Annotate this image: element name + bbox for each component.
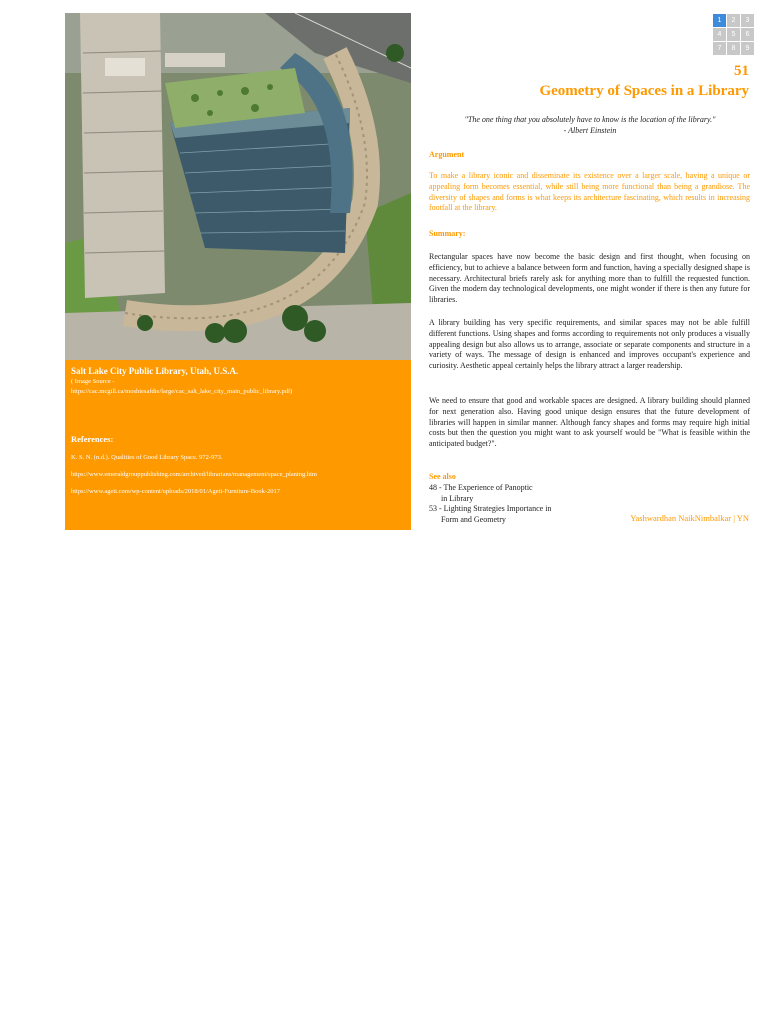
summary-paragraph: A library building has very specific requirements, and similar spaces may not be able fulfill different functions. Using shapes and forms according to requirements not only produces a visually appealing design but also allows us to arrange, associate or separate components and structure in a variety of ways. The message of design is enhanced and improves occupant's experience and curiosity. Aesthetic appeal certainly helps the library attract a larger readership. xyxy=(429,318,750,371)
author-credit: Yashwardhan NaikNimbalkar | YN xyxy=(630,513,749,523)
nav-page-3[interactable]: 3 xyxy=(741,14,754,27)
summary-paragraph: Rectangular spaces have now become the basic design and first thought, when focusing on efficiency, but to achieve a balance between form and function, having a specially designed shape is necessary. Architectural briefs rarely ask for anything more than to fulfill the requested function. Given the modern day technological developments, one might wonder if there is then any future for libraries. xyxy=(429,252,750,305)
nav-page-5[interactable]: 5 xyxy=(727,28,740,41)
page-number: 51 xyxy=(734,63,749,79)
see-also-line: 48 - The Experience of Panoptic xyxy=(429,482,533,492)
nav-page-7[interactable]: 7 xyxy=(713,42,726,55)
references-heading: References: xyxy=(71,434,114,444)
image-source-label: ( Image Source - xyxy=(71,378,115,385)
summary-paragraph: We need to ensure that good and workable spaces are designed. A library building should planned for next generation also. Having good unique design ensures that the future development of libraries will happen in similar manner. Although fancy shapes and forms may require high initial costs but then the question you might want to ask yourself would be "What is feasible within the anticipated budget?". xyxy=(429,396,750,449)
nav-page-8[interactable]: 8 xyxy=(727,42,740,55)
nav-page-4[interactable]: 4 xyxy=(713,28,726,41)
see-also-link-53[interactable] xyxy=(429,504,551,526)
see-also-block xyxy=(429,472,551,526)
nav-page-6[interactable]: 6 xyxy=(741,28,754,41)
library-building-photo xyxy=(65,13,411,360)
reference-item: K. S. N. (n.d.). Qualities of Good Library Space. 972-973. xyxy=(71,454,223,461)
summary-heading: Summary: xyxy=(429,229,466,238)
nav-page-1[interactable]: 1 xyxy=(713,14,726,27)
page-title: Geometry of Spaces in a Library xyxy=(539,83,749,99)
nav-page-9[interactable]: 9 xyxy=(741,42,754,55)
argument-text: To make a library iconic and disseminate its existence over a larger scale, having a unique or appealing form becomes essential, while still being more functional than being a grandiose. The diversity of shapes and forms is what keeps its architecture fascinating, which results in increasing footfall at the library. xyxy=(429,171,750,213)
reference-link[interactable]: https://www.emeraldgrouppublishing.com/archived/librarians/management/space_planing.htm xyxy=(71,471,317,478)
quote-block xyxy=(430,114,750,136)
image-source-url[interactable]: https://cac.mcgill.ca/moshiesafdie/large/cac_salt_lake_city_main_public_library.pdf) xyxy=(71,388,293,395)
page-nav-grid xyxy=(713,14,755,55)
see-also-heading: See also xyxy=(429,472,456,481)
nav-page-2[interactable]: 2 xyxy=(727,14,740,27)
see-also-line: in Library xyxy=(441,493,474,503)
argument-heading: Argument xyxy=(429,150,465,159)
library-building-icon xyxy=(65,13,411,360)
quote-text: "The one thing that you absolutely have to know is the location of the library." xyxy=(464,115,716,124)
reference-link[interactable]: https://www.ageti.com/wp-content/uploads/2018/01/Ageti-Furniture-Book-2017 xyxy=(71,488,280,495)
photo-caption-title: Salt Lake City Public Library, Utah, U.S.A. xyxy=(71,366,239,376)
quote-attribution: - Albert Einstein xyxy=(563,126,617,135)
see-also-line: 53 - Lighting Strategies Importance in xyxy=(429,504,552,514)
see-also-link-48[interactable] xyxy=(429,483,551,505)
caption-panel xyxy=(65,360,411,530)
see-also-line: Form and Geometry xyxy=(441,515,506,525)
